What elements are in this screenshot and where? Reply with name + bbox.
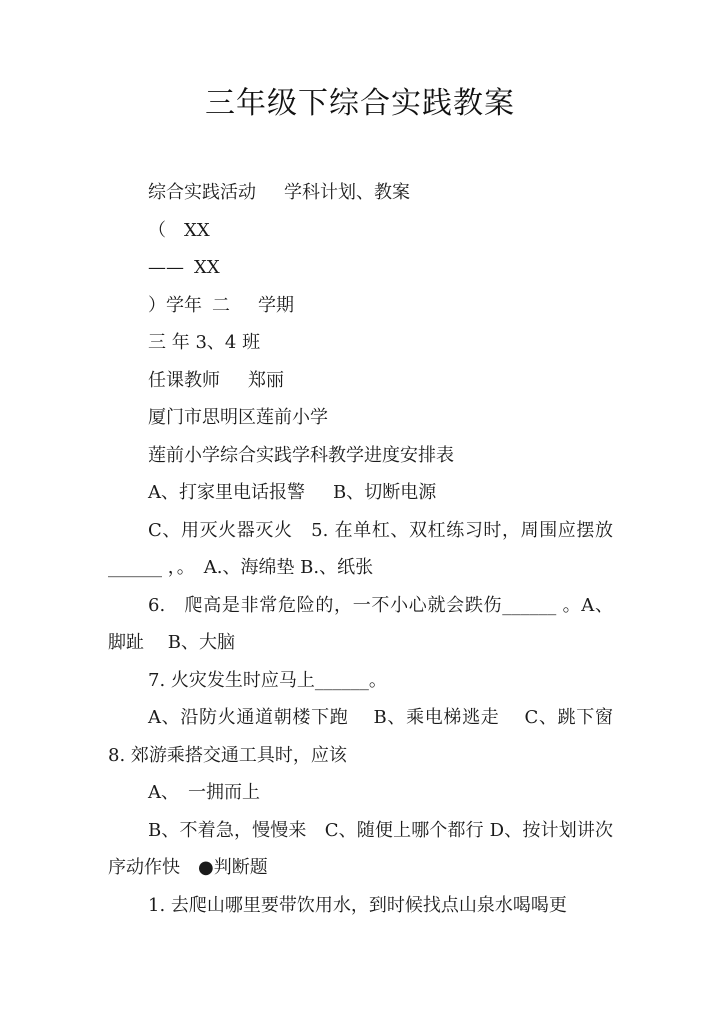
option-b: B、切断电源 xyxy=(333,482,437,503)
teacher-name: 郑丽 xyxy=(248,369,284,391)
teacher-label: 任课教师 xyxy=(148,369,220,391)
question-5: C、用灭火器灭火 5. 在单杠、双杠练习时，周围应摆放______ ，。 A.、海绵垫 B.、纸张 xyxy=(108,519,613,578)
options-line xyxy=(108,474,613,512)
plan-label: 学科计划、教案 xyxy=(284,182,410,203)
question-7-options: A、沿防火通道朝楼下跑 B、乘电梯逃走 C、跳下窗 8. 郊游乘搭交通工具时，应该 xyxy=(108,707,631,766)
option-a: A、打家里电话报警 xyxy=(148,482,305,503)
question-8-options: B、不着急，慢慢来 C、随便上哪个都行 D、按计划讲次序动作快 ●判断题 xyxy=(108,819,613,878)
year-end: XX xyxy=(194,257,220,278)
semester-line xyxy=(108,287,613,325)
class-line: 三 年 3、4 班 xyxy=(148,332,261,353)
school-name: 厦门市思明区莲前小学 xyxy=(148,407,328,428)
subject-label: 综合实践活动 xyxy=(148,182,256,203)
question-8-option-a: A、 一拥而上 xyxy=(148,782,260,803)
true-false-1: 1. 去爬山哪里要带饮用水，到时候找点山泉水喝喝更 xyxy=(148,894,567,916)
question-7: 7. 火灾发生时应马上______。 xyxy=(148,669,387,691)
dash: —— xyxy=(148,257,184,278)
question-6: 6. 爬高是非常危险的，一不小心就会跌伤______ 。A、脚趾 B、大脑 xyxy=(108,594,613,653)
open-paren: （ xyxy=(148,219,166,241)
schedule-title: 莲前小学综合实践学科教学进度安排表 xyxy=(148,444,454,466)
school-year-label: ）学年 xyxy=(148,294,202,316)
semester-label: 学期 xyxy=(258,294,294,316)
teacher-line xyxy=(108,362,613,400)
year-open-line xyxy=(108,212,613,250)
semester-number: 二 xyxy=(212,294,230,316)
year-dash-line xyxy=(108,249,613,287)
document-title: 三年级下综合实践教案 xyxy=(205,86,515,121)
document-body xyxy=(108,174,631,924)
subject-line xyxy=(108,174,613,212)
year-start: XX xyxy=(184,219,210,241)
